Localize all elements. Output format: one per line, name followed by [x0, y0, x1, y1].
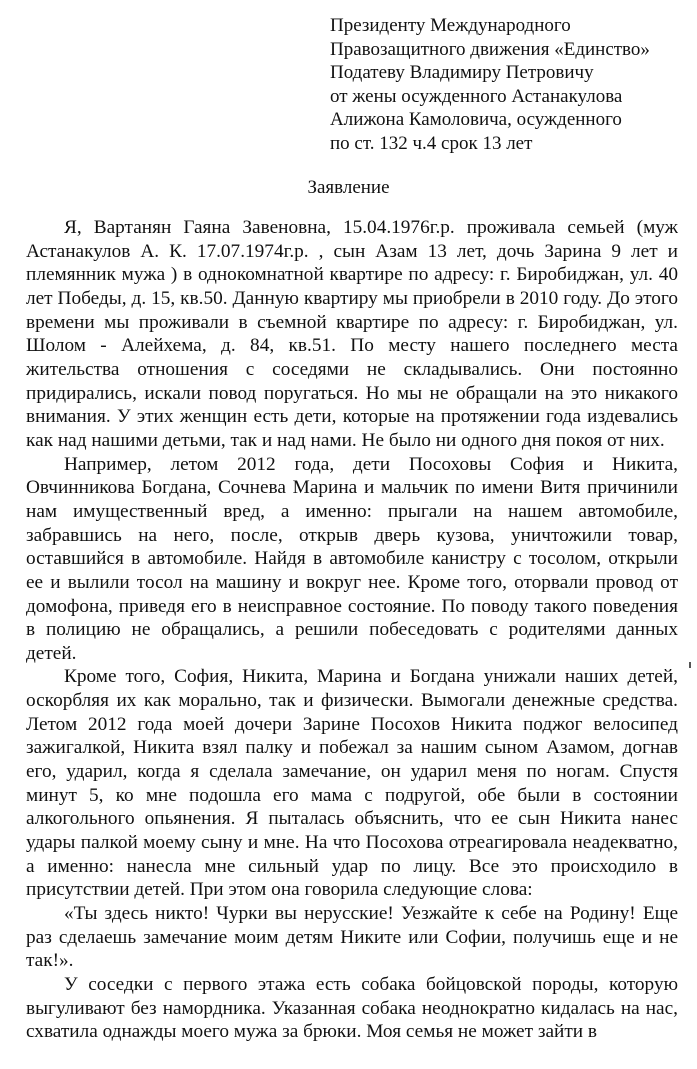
paragraph: Например, летом 2012 года, дети Посоховы София и Никита, Овчинникова Богдана, Сочнева Марина и мальчик по имени Витя причинили нам имущественный вред, а именно: прыгали на нашем автомобиле, забравшись на него, после, открыв дверь кузова, уничтожили товар, оставшийся в автомобиле. Найдя в автомобиле канистру с тосолом, открыли ее и вылили тосол на машину и вокруг нее. Кроме того, оторвали провод от домофона, приведя его в неисправное состояние. По поводу такого поведения в полицию не обращались, а решили побеседовать с родителями данных детей. [26, 453, 678, 664]
quote-paragraph: «Ты здесь никто! Чурки вы нерусские! Уезжайте к себе на Родину! Еще раз сделаешь замечание моим детям Никите или Софии, получишь еще и не так!». [26, 903, 678, 972]
paragraph: Я, Вартанян Гаяна Завеновна, 15.04.1976г.р. проживала семьей (муж Астанакулов А. К. 17.07.1974г.р. , сын Азам 13 лет, дочь Зарина 9 лет и племянник мужа ) в однокомнатной квартире по адресу: г. Биробиджан, ул. 40 лет Победы, д. 15, кв.50. Данную квартиру мы приобрели в 2010 году. До этого времени мы проживали в съемной квартире по адресу: г. Биробиджан, ул. Шолом - Алейхема, д. 84, кв.51. По месту нашего последнего места жительства отношения с соседями не складывались. Они постоянно придирались, искали повод поругаться. Но мы не обращали на это никакого внимания. У этих женщин есть дети, которые на протяжении года издевались как над нашими детьми, так и над нами. Не было ни одного дня покоя от них. [26, 217, 678, 451]
paragraph: Кроме того, София, Никита, Марина и Богдана унижали наших детей, оскорбляя их как морально, так и физически. Вымогали денежные средства. Летом 2012 года моей дочери Зарине Посохов Никита поджог велосипед зажигалкой, Никита взял палку и побежал за нашим сыном Азамом, догнав его, ударил, когда я сделала замечание, он ударил меня по ногам. Спустя минут 5, ко мне подошла его мама с подругой, обе были в состоянии алкогольного опьянения. Я пыталась объяснить, что ее сын Никита нанес удары палкой моему сыну и мне. На что Посохова отреагировала неадекватно, а именно: нанесла мне сильный удар по лицу. Все это происходило в присутствии детей. При этом она говорила следующие слова: [26, 666, 678, 901]
paragraph: У соседки с первого этажа есть собака бойцовской породы, которую выгуливают без намордника. Указанная собака неоднократно кидалась на нас, схватила однажды моего мужа за брюки. Моя семья не может зайти в [26, 974, 678, 1043]
document-body [26, 216, 678, 1044]
addressee-line: от жены осужденного Астанакулова [330, 85, 623, 107]
document-title: Заявление [307, 177, 390, 198]
addressee-line: Алижона Камоловича, осужденного [330, 109, 622, 131]
addressee-line: по ст. 132 ч.4 срок 13 лет [330, 132, 533, 154]
addressee-line: Президенту Международного [330, 15, 571, 36]
scan-margin-mark [689, 662, 691, 668]
addressee-line: Правозащитного движения «Единство» [330, 38, 650, 60]
addressee-line: Податеву Владимиру Петровичу [330, 62, 594, 84]
addressee-block [330, 14, 690, 156]
